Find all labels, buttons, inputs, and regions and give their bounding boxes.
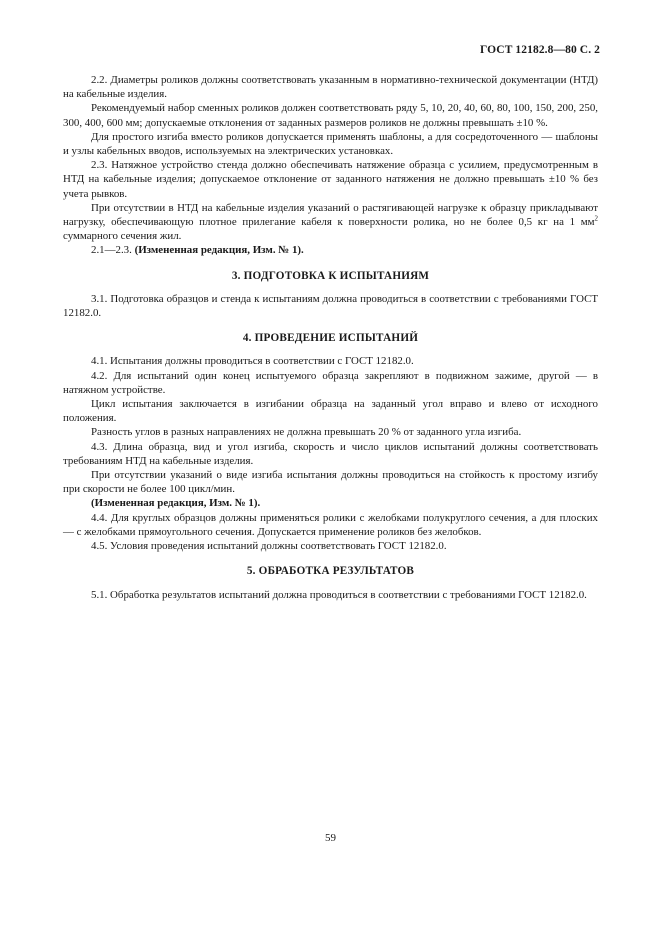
page-number: 59 [325, 832, 336, 844]
section-heading-3: 3. ПОДГОТОВКА К ИСПЫТАНИЯМ [231, 269, 430, 282]
paragraph-2-2: 2.2. Диаметры роликов должны соответствовать указанным в нормативно-технической документации (НТД) на кабельные изделия. [63, 74, 598, 101]
superscript-square: 2 [594, 214, 598, 223]
paragraph-load-tail: суммарного сечения жил. [63, 230, 182, 243]
paragraph-2-3: 2.3. Натяжное устройство стенда должно обеспечивать натяжение образца с усилием, предусмотренным в НТД на кабельные изделия; допускаемое отклонение от заданного натяжения не должно превышать ±10 % без учета рывков. [63, 159, 598, 200]
paragraph-simple-bend: При отсутствии указаний о виде изгиба испытания должны проводиться на стойкость к простому изгибу при скорости не более 100 цикл/мин. [63, 469, 598, 496]
page-content [63, 73, 598, 602]
edit-note-prefix: 2.1—2.3. [91, 244, 135, 257]
edit-note-2 [63, 243, 598, 257]
edit-note-4 [63, 496, 598, 510]
paragraph-4-1: 4.1. Испытания должны проводиться в соответствии с ГОСТ 12182.0. [91, 355, 414, 368]
paragraph-templates: Для простого изгиба вместо роликов допускается применять шаблоны, а для сосредоточенного — шаблоны и узлы кабельных вводов, используемых на электрических установках. [63, 130, 598, 158]
paragraph-4-5: 4.5. Условия проведения испытаний должны соответствовать ГОСТ 12182.0. [91, 540, 447, 553]
paragraph-load-text: При отсутствии в НТД на кабельные изделия указаний о растягивающей нагрузке к образцу прикладывают нагрузку, обеспечивающую плотное прилегание кабеля к поверхности ролика, но не более 0,5 кг на 1 мм [63, 201, 598, 229]
section-heading-5: 5. ОБРАБОТКА РЕЗУЛЬТАТОВ [246, 565, 415, 578]
section-heading-4: 4. ПРОВЕДЕНИЕ ИСПЫТАНИЙ [242, 332, 419, 345]
paragraph-4-4: 4.4. Для круглых образцов должны применяться ролики с желобками полукруглого сечения, а для плоских — с желобками прямоугольного сечения. Допускается применение роликов без желобков. [63, 511, 598, 538]
paragraph-5-1: 5.1. Обработка результатов испытаний должна проводиться в соответствии с требованиями ГОСТ 12182.0. [91, 588, 587, 601]
paragraph-4-2: 4.2. Для испытаний один конец испытуемого образца закрепляют в подвижном зажиме, другой — в натяжном устройстве. [63, 369, 598, 396]
paragraph-rollers-set: Рекомендуемый набор сменных роликов должен соответствовать ряду 5, 10, 20, 40, 60, 80, 100, 150, 200, 250, 300, 400, 600 мм; допускаемые отклонения от заданных размеров роликов не должны превышать ±10 %. [63, 102, 598, 129]
page-header: ГОСТ 12182.8—80 С. 2 [479, 44, 600, 56]
paragraph-3-1: 3.1. Подготовка образцов и стенда к испытаниям должна проводиться в соответствии с требованиями ГОСТ 12182.0. [63, 292, 598, 320]
paragraph-angle-diff: Разность углов в разных направлениях не должна превышать 20 % от заданного угла изгиба. [91, 426, 522, 439]
paragraph-4-3: 4.3. Длина образца, вид и угол изгиба, скорость и число циклов испытаний должны соответствовать требованиям НТД на кабельные изделия. [63, 440, 598, 467]
edit-note-4-bold: (Измененная редакция, Изм. № 1). [91, 497, 261, 510]
paragraph-cycle: Цикл испытания заключается в изгибании образца на заданный угол вправо и влево от исходного положения. [63, 398, 598, 425]
edit-note-bold: (Измененная редакция, Изм. № 1). [134, 244, 304, 257]
paragraph-load [63, 201, 598, 244]
